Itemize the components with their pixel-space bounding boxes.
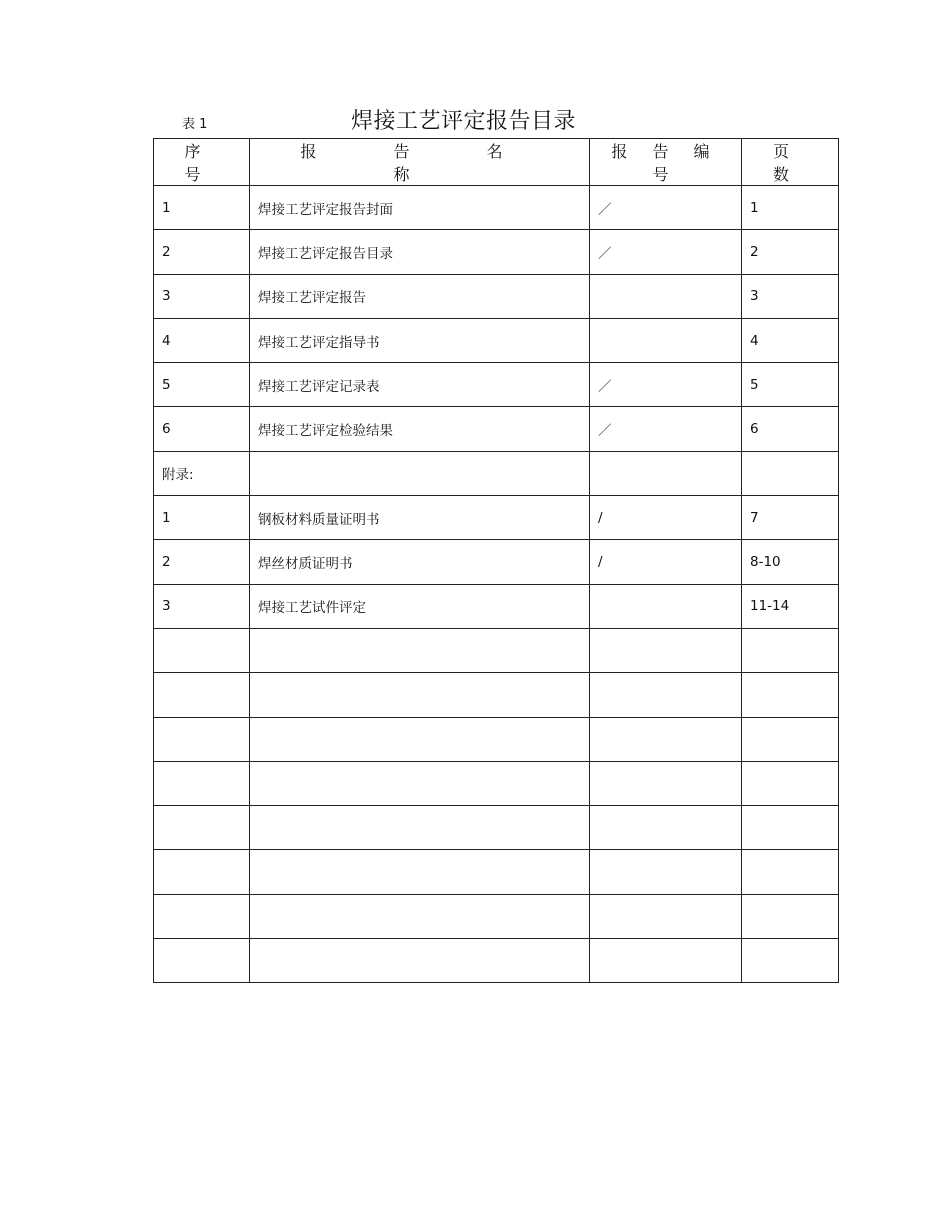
column-header-pages: 页 数: [742, 139, 839, 186]
cell-seq: [154, 761, 250, 805]
cell-name: 焊接工艺评定报告: [250, 274, 590, 318]
table-row: [154, 894, 839, 938]
cell-pages: [742, 894, 839, 938]
table-row: [154, 230, 839, 274]
table-row: [154, 850, 839, 894]
cell-code: ／: [590, 407, 742, 451]
cell-seq: [154, 673, 250, 717]
cell-name: [250, 717, 590, 761]
cell-seq: 1: [154, 496, 250, 540]
cell-code: [590, 628, 742, 672]
table-row: [154, 186, 839, 230]
cell-seq: 3: [154, 584, 250, 628]
cell-seq: 2: [154, 540, 250, 584]
cell-pages: [742, 717, 839, 761]
cell-code: [590, 850, 742, 894]
cell-pages: 1: [742, 186, 839, 230]
cell-name: 焊接工艺评定指导书: [250, 318, 590, 362]
cell-name: 焊接工艺评定报告封面: [250, 186, 590, 230]
cell-pages: [742, 806, 839, 850]
table-row: [154, 806, 839, 850]
cell-code: ／: [590, 230, 742, 274]
table-row: [154, 584, 839, 628]
table-row: [154, 363, 839, 407]
cell-seq: [154, 894, 250, 938]
table-row: [154, 274, 839, 318]
table-row: [154, 628, 839, 672]
cell-name: [250, 673, 590, 717]
cell-name: 焊接工艺评定检验结果: [250, 407, 590, 451]
cell-name: [250, 628, 590, 672]
table-row: [154, 761, 839, 805]
column-header-name: 报 告 名 称: [250, 139, 590, 186]
cell-name: [250, 850, 590, 894]
cell-code: [590, 806, 742, 850]
cell-code: [590, 318, 742, 362]
cell-name: 焊接工艺试件评定: [250, 584, 590, 628]
table-row: [154, 318, 839, 362]
catalog-table: [153, 138, 839, 983]
cell-code: [590, 939, 742, 983]
cell-seq: 2: [154, 230, 250, 274]
cell-pages: [742, 939, 839, 983]
cell-code: [590, 584, 742, 628]
cell-pages: 2: [742, 230, 839, 274]
cell-seq: 附录:: [154, 451, 250, 495]
cell-seq: [154, 628, 250, 672]
cell-name: 焊丝材质证明书: [250, 540, 590, 584]
column-header-seq: 序 号: [154, 139, 250, 186]
table-row: [154, 496, 839, 540]
cell-code: [590, 717, 742, 761]
table-row: [154, 717, 839, 761]
page-title: 焊接工艺评定报告目录: [351, 109, 577, 134]
cell-name: 焊接工艺评定记录表: [250, 363, 590, 407]
cell-seq: 6: [154, 407, 250, 451]
cell-pages: 11-14: [742, 584, 839, 628]
cell-pages: 4: [742, 318, 839, 362]
cell-seq: [154, 939, 250, 983]
table-row: [154, 407, 839, 451]
table-label: 表 1: [182, 117, 208, 132]
catalog-body: [154, 186, 839, 983]
cell-code: ／: [590, 363, 742, 407]
cell-seq: [154, 717, 250, 761]
cell-seq: [154, 850, 250, 894]
column-header-code: 报 告 编 号: [590, 139, 742, 186]
cell-name: [250, 939, 590, 983]
cell-pages: [742, 761, 839, 805]
cell-name: [250, 894, 590, 938]
cell-name: 焊接工艺评定报告目录: [250, 230, 590, 274]
cell-seq: 5: [154, 363, 250, 407]
cell-pages: [742, 673, 839, 717]
cell-seq: 4: [154, 318, 250, 362]
cell-name: [250, 806, 590, 850]
table-row: [154, 540, 839, 584]
cell-code: [590, 673, 742, 717]
cell-pages: 7: [742, 496, 839, 540]
cell-pages: 5: [742, 363, 839, 407]
table-row: [154, 939, 839, 983]
cell-name: 钢板材料质量证明书: [250, 496, 590, 540]
cell-name: [250, 451, 590, 495]
cell-code: ／: [590, 186, 742, 230]
cell-code: /: [590, 540, 742, 584]
cell-pages: 3: [742, 274, 839, 318]
cell-pages: 6: [742, 407, 839, 451]
cell-name: [250, 761, 590, 805]
cell-code: [590, 274, 742, 318]
cell-pages: [742, 451, 839, 495]
cell-code: [590, 894, 742, 938]
cell-pages: [742, 628, 839, 672]
cell-seq: [154, 806, 250, 850]
table-header-row: [154, 139, 839, 186]
cell-seq: 1: [154, 186, 250, 230]
cell-code: /: [590, 496, 742, 540]
cell-code: [590, 761, 742, 805]
cell-pages: [742, 850, 839, 894]
cell-code: [590, 451, 742, 495]
cell-pages: 8-10: [742, 540, 839, 584]
table-row: [154, 673, 839, 717]
table-row: [154, 451, 839, 495]
cell-seq: 3: [154, 274, 250, 318]
